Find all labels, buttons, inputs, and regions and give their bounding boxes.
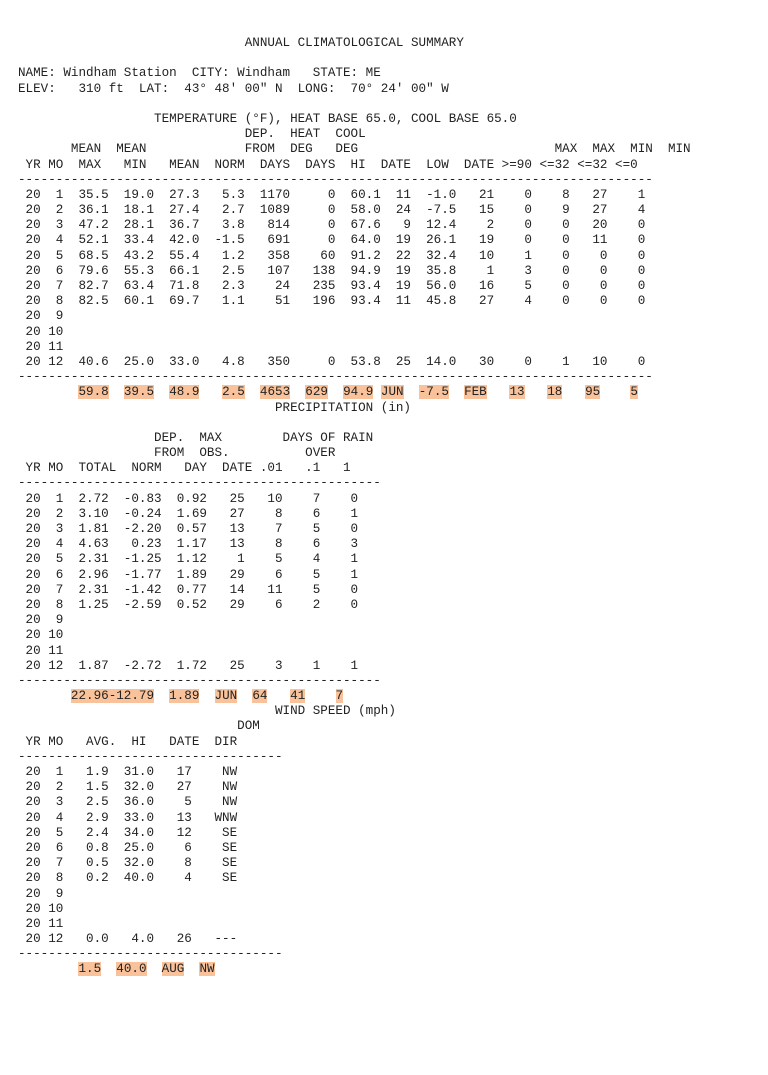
- spacer: [449, 385, 464, 399]
- highlighted-total-value: 5: [630, 385, 638, 400]
- highlighted-total-value: 64: [252, 689, 268, 704]
- highlighted-total-value: 22.96-12.79: [70, 689, 155, 704]
- spacer: [101, 962, 116, 976]
- spacer: [237, 689, 252, 703]
- report-line: 20 9: [18, 613, 64, 628]
- summary-totals-row: [18, 962, 691, 977]
- report-line: NAME: Windham Station CITY: Windham STATE: ME: [18, 66, 381, 81]
- spacer: [18, 385, 78, 399]
- highlighted-total-value: 40.0: [116, 962, 147, 977]
- report-line: -----------------------------------: [18, 947, 283, 962]
- report-line: 20 8 0.2 40.0 4 SE: [18, 871, 238, 886]
- spacer: [154, 385, 169, 399]
- highlighted-total-value: 4653: [259, 385, 291, 400]
- spacer: [290, 385, 305, 399]
- spacer: [245, 385, 260, 399]
- highlighted-total-value: AUG: [161, 962, 185, 977]
- report-line: 20 1 35.5 19.0 27.3 5.3 1170 0 60.1 11 -1.0 21 0 8 27 1: [18, 187, 646, 202]
- highlighted-total-value: 7: [335, 689, 344, 704]
- spacer: [18, 962, 78, 976]
- report-line: 20 7 82.7 63.4 71.8 2.3 24 235 93.4 19 56.0 16 5 0 0 0: [18, 279, 646, 293]
- highlighted-total-value: FEB: [464, 385, 487, 400]
- spacer: [404, 385, 419, 399]
- report-line: 20 11: [18, 916, 64, 931]
- report-line: 20 3 47.2 28.1 36.7 3.8 814 0 67.6 9 12.4 2 0 0 20 0: [18, 218, 646, 233]
- report-line: DEP. MAX DAYS OF RAIN: [18, 430, 374, 445]
- spacer: [373, 385, 381, 399]
- report-line: 20 9: [18, 309, 64, 324]
- report-line: 20 7 2.31 -1.42 0.77 14 11 5 0: [18, 582, 359, 597]
- highlighted-total-value: JUN: [380, 385, 404, 400]
- highlighted-total-value: 13: [509, 385, 525, 400]
- highlighted-total-value: 1.5: [78, 962, 102, 977]
- spacer: [154, 689, 169, 703]
- report-line: 20 10: [18, 628, 64, 643]
- report-line: FROM OBS. OVER: [18, 446, 336, 461]
- highlighted-total-value: -7.5: [418, 385, 449, 400]
- spacer: [199, 689, 214, 703]
- spacer: [562, 385, 585, 399]
- spacer: [147, 962, 162, 976]
- report-line: 20 6 79.6 55.3 66.1 2.5 107 138 94.9 19 35.8 1 3 0 0 0: [18, 263, 646, 278]
- spacer: [525, 385, 548, 399]
- highlighted-total-value: 1.89: [169, 689, 200, 704]
- report-line: [18, 97, 691, 112]
- spacer: [267, 689, 290, 703]
- highlighted-total-value: NW: [199, 962, 215, 977]
- report-line: PRECIPITATION (in): [18, 400, 411, 415]
- report-line: 20 3 1.81 -2.20 0.57 13 7 5 0: [18, 522, 359, 536]
- highlighted-total-value: 2.5: [222, 385, 245, 400]
- spacer: [600, 385, 630, 399]
- report-line: 20 10: [18, 324, 64, 339]
- report-line: 20 9: [18, 886, 64, 901]
- report-line: 20 2 1.5 32.0 27 NW: [18, 780, 238, 795]
- report-line: MEAN MEAN FROM DEG DEG MAX MAX MIN MIN: [18, 142, 691, 157]
- report-line: 20 8 1.25 -2.59 0.52 29 6 2 0: [18, 597, 359, 612]
- report-line: 20 8 82.5 60.1 69.7 1.1 51 196 93.4 11 45.8 27 4 0 0 0: [18, 294, 646, 309]
- highlighted-total-value: 629: [305, 385, 328, 400]
- highlighted-total-value: 18: [547, 385, 563, 400]
- summary-totals-row: [18, 385, 691, 400]
- report-line: 20 12 1.87 -2.72 1.72 25 3 1 1: [18, 658, 359, 673]
- climatological-summary-report: [18, 36, 691, 978]
- report-line: 20 12 0.0 4.0 26 ---: [18, 932, 238, 947]
- report-line: 20 11: [18, 643, 64, 658]
- report-line: -----------------------------------: [18, 749, 283, 764]
- report-line: 20 5 2.31 -1.25 1.12 1 5 4 1: [18, 552, 359, 567]
- spacer: [18, 689, 71, 703]
- report-line: 20 12 40.6 25.0 33.0 4.8 350 0 53.8 25 14.0 30 0 1 10 0: [18, 354, 646, 369]
- report-line: 20 5 68.5 43.2 55.4 1.2 358 60 91.2 22 32.4 10 1 0 0 0: [18, 248, 646, 263]
- spacer: [184, 962, 199, 976]
- report-line: 20 10: [18, 901, 64, 916]
- report-line: YR MO AVG. HI DATE DIR: [18, 734, 238, 749]
- report-line: ------------------------------------------------------------------------------------: [18, 172, 653, 187]
- highlighted-total-value: 39.5: [123, 385, 155, 400]
- report-line: ANNUAL CLIMATOLOGICAL SUMMARY: [18, 36, 464, 50]
- report-line: ------------------------------------------------------------------------------------: [18, 370, 653, 385]
- highlighted-total-value: 48.9: [169, 385, 200, 400]
- report-line: 20 3 2.5 36.0 5 NW: [18, 795, 238, 810]
- highlighted-total-value: 95: [585, 385, 601, 400]
- report-line: 20 4 2.9 33.0 13 WNW: [18, 810, 238, 825]
- highlighted-total-value: 41: [290, 689, 306, 704]
- spacer: [305, 689, 335, 703]
- report-line: 20 4 52.1 33.4 42.0 -1.5 691 0 64.0 19 26.1 19 0 0 11 0: [18, 233, 646, 248]
- report-line: 20 2 36.1 18.1 27.4 2.7 1089 0 58.0 24 -7.5 15 0 9 27 4: [18, 203, 646, 218]
- report-line: 20 5 2.4 34.0 12 SE: [18, 825, 238, 840]
- spacer: [199, 385, 222, 399]
- report-line: YR MO MAX MIN MEAN NORM DAYS DAYS HI DATE LOW DATE >=90 <=32 <=32 <=0: [18, 157, 638, 172]
- highlighted-total-value: 59.8: [78, 385, 109, 400]
- spacer: [328, 385, 343, 399]
- highlighted-total-value: 94.9: [343, 385, 374, 400]
- report-line: [18, 51, 691, 66]
- report-line: 20 6 0.8 25.0 6 SE: [18, 840, 238, 855]
- report-line: 20 1 2.72 -0.83 0.92 25 10 7 0: [18, 491, 359, 506]
- report-line: ELEV: 310 ft LAT: 43° 48' 00" N LONG: 70° 24' 00" W: [18, 81, 449, 96]
- report-line: 20 6 2.96 -1.77 1.89 29 6 5 1: [18, 567, 359, 582]
- report-line: ------------------------------------------------: [18, 673, 381, 688]
- report-line: 20 1 1.9 31.0 17 NW: [18, 765, 238, 779]
- report-line: ------------------------------------------------: [18, 476, 381, 491]
- report-line: DEP. HEAT COOL: [18, 127, 366, 142]
- report-line: YR MO TOTAL NORM DAY DATE .01 .1 1: [18, 461, 351, 476]
- report-line: [18, 416, 691, 431]
- highlighted-total-value: JUN: [214, 689, 238, 704]
- spacer: [109, 385, 124, 399]
- spacer: [487, 385, 510, 399]
- summary-totals-row: [18, 689, 691, 704]
- report-line: TEMPERATURE (°F), HEAT BASE 65.0, COOL BASE 65.0: [18, 111, 517, 126]
- report-line: 20 11: [18, 339, 64, 354]
- report-line: DOM: [18, 719, 260, 734]
- report-line: WIND SPEED (mph): [18, 704, 396, 719]
- report-line: 20 7 0.5 32.0 8 SE: [18, 856, 238, 871]
- report-line: 20 2 3.10 -0.24 1.69 27 8 6 1: [18, 506, 359, 521]
- report-line: 20 4 4.63 0.23 1.17 13 8 6 3: [18, 537, 359, 552]
